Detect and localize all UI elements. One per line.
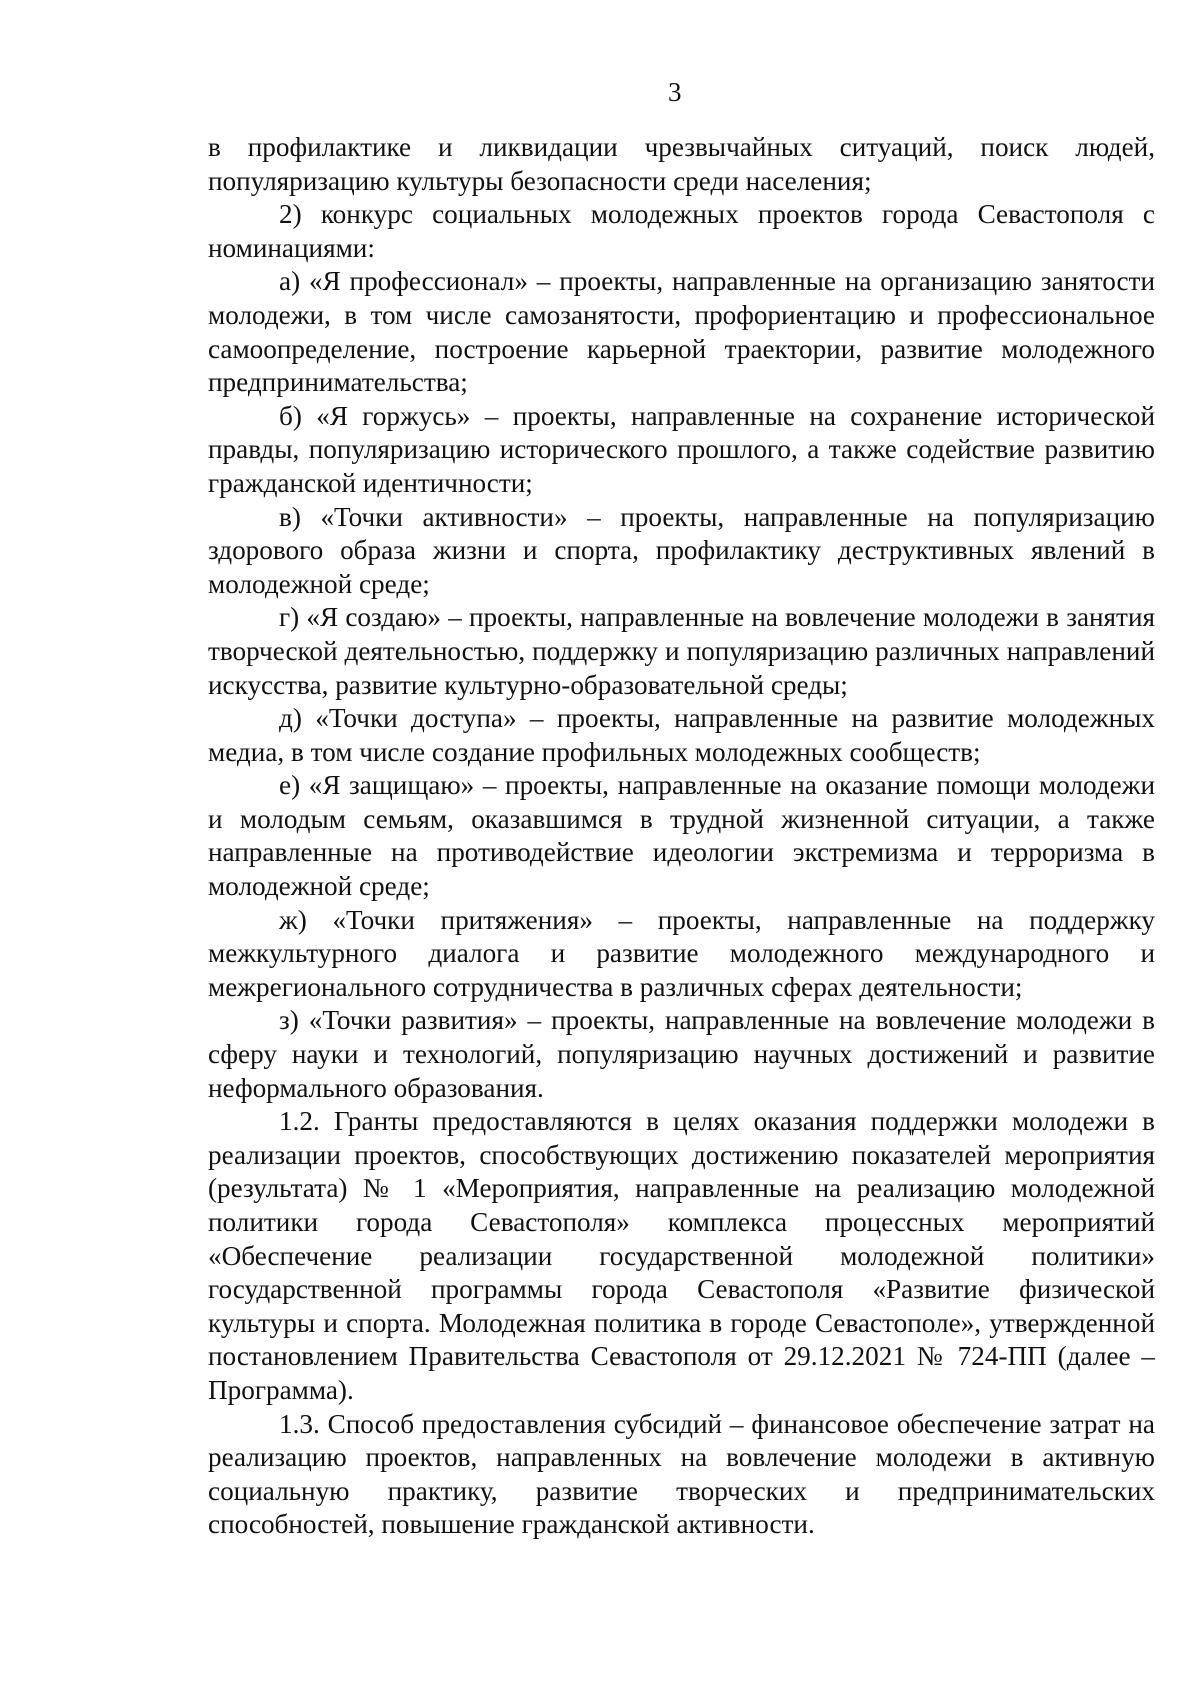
paragraph-nomination-b: б) «Я горжусь» – проекты, направленные на сохранение исторической правды, популяризацию исторического прошлого, а также содействие развитию гражданской идентичности;: [208, 400, 1155, 498]
paragraph-continuation: в профилактике и ликвидации чрезвычайных ситуаций, поиск людей, популяризацию культуры безопасности среди населения;: [208, 132, 1155, 196]
paragraph-nomination-e: е) «Я защищаю» – проекты, направленные на оказание помощи молодежи и молодым семьям, оказавшимся в трудной жизненной ситуации, а также направленные на противодействие идеологии экстремизма и терроризма в молодежной среде;: [208, 770, 1155, 902]
paragraph-contest-intro: 2) конкурс социальных молодежных проектов города Севастополя с номинациями:: [208, 199, 1155, 263]
paragraph-nomination-zh: ж) «Точки притяжения» – проекты, направленные на поддержку межкультурного диалога и развитие молодежного международного и межрегионального сотрудничества в различных сферах деятельности;: [208, 904, 1155, 1002]
paragraph-nomination-a: а) «Я профессионал» – проекты, направленные на организацию занятости молодежи, в том числе самозанятости, профориентацию и профессиональное самоопределение, построение карьерной траектории, развитие молодежного предпринимательства;: [208, 266, 1155, 398]
paragraph-nomination-g: г) «Я создаю» – проекты, направленные на вовлечение молодежи в занятия творческой деятельностью, поддержку и популяризацию различных направлений искусства, развитие культурно-образовательной среды;: [208, 602, 1155, 700]
document-body: [208, 131, 1155, 1542]
paragraph-clause-1-3: 1.3. Способ предоставления субсидий – финансовое обеспечение затрат на реализацию проектов, направленных на вовлечение молодежи в активную социальную практику, развитие творческих и предпринимательских способностей, повышение гражданской активности.: [208, 1408, 1155, 1540]
paragraph-nomination-d: д) «Точки доступа» – проекты, направленные на развитие молодежных медиа, в том числе создание профильных молодежных сообществ;: [208, 703, 1155, 767]
paragraph-nomination-z: з) «Точки развития» – проекты, направленные на вовлечение молодежи в сферу науки и технологий, популяризацию научных достижений и развитие неформального образования.: [208, 1005, 1155, 1103]
paragraph-nomination-v: в) «Точки активности» – проекты, направленные на популяризацию здорового образа жизни и спорта, профилактику деструктивных явлений в молодежной среде;: [208, 501, 1155, 599]
paragraph-clause-1-2: 1.2. Гранты предоставляются в целях оказания поддержки молодежи в реализации проектов, способствующих достижению показателей мероприятия (результата) № 1 «Мероприятия, направленные на реализацию молодежной политики города Севастополя» комплекса процессных мероприятий «Обеспечение реализации государственной молодежной политики» государственной программы города Севастополя «Развитие физической культуры и спорта. Молодежная политика в городе Севастополе», утвержденной постановлением Правительства Севастополя от 29.12.2021 № 724-ПП (далее – Программа).: [208, 1106, 1155, 1405]
page-number: 3: [668, 77, 682, 107]
